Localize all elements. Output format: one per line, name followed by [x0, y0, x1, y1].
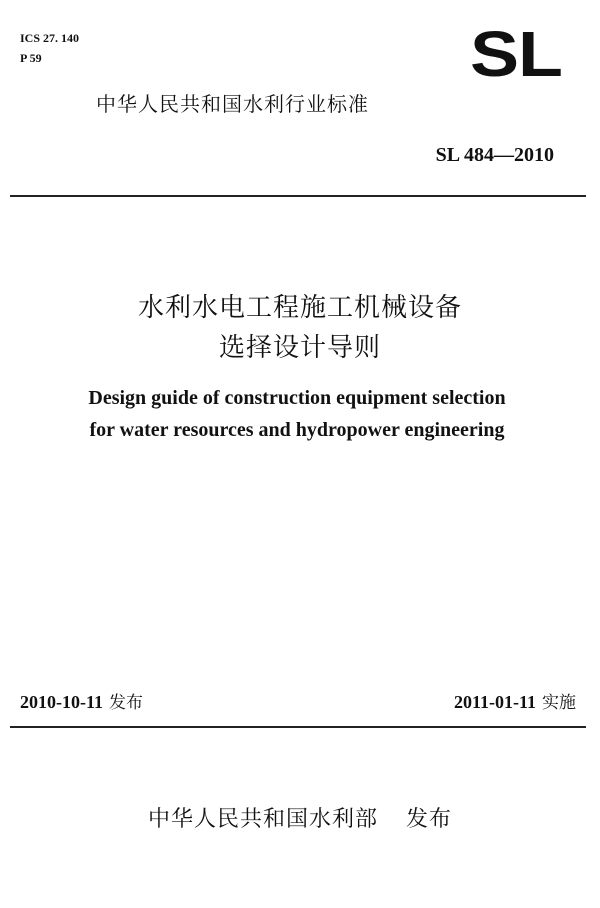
issue-date-label: 发布	[109, 693, 143, 713]
english-title-line-1: Design guide of construction equipment selection	[88, 387, 506, 409]
bottom-divider	[10, 726, 586, 728]
sl-logo: SL	[470, 18, 562, 90]
publisher-name: 中华人民共和国水利部	[147, 807, 378, 832]
effective-date-value: 2011-01-11	[453, 692, 536, 712]
top-divider	[10, 195, 586, 197]
issue-date-value: 2010-10-11	[20, 692, 103, 712]
standard-number: SL 484—2010	[435, 144, 554, 166]
english-title-line-2: for water resources and hydropower engineering	[89, 419, 505, 441]
effective-date-label: 实施	[542, 693, 576, 713]
chinese-title	[0, 288, 600, 368]
chinese-title-line-1: 水利水电工程施工机械设备	[137, 293, 462, 323]
english-title	[0, 382, 594, 446]
standard-category-title: 中华人民共和国水利行业标准	[96, 92, 369, 116]
ccs-code: P 59	[20, 51, 42, 65]
effective-date	[454, 688, 576, 713]
publisher	[0, 802, 600, 833]
chinese-title-line-2: 选择设计导则	[218, 333, 381, 363]
classification-codes	[20, 28, 79, 68]
issue-date	[20, 688, 143, 713]
publisher-verb: 发布	[406, 807, 453, 832]
ics-code: ICS 27. 140	[20, 31, 80, 45]
